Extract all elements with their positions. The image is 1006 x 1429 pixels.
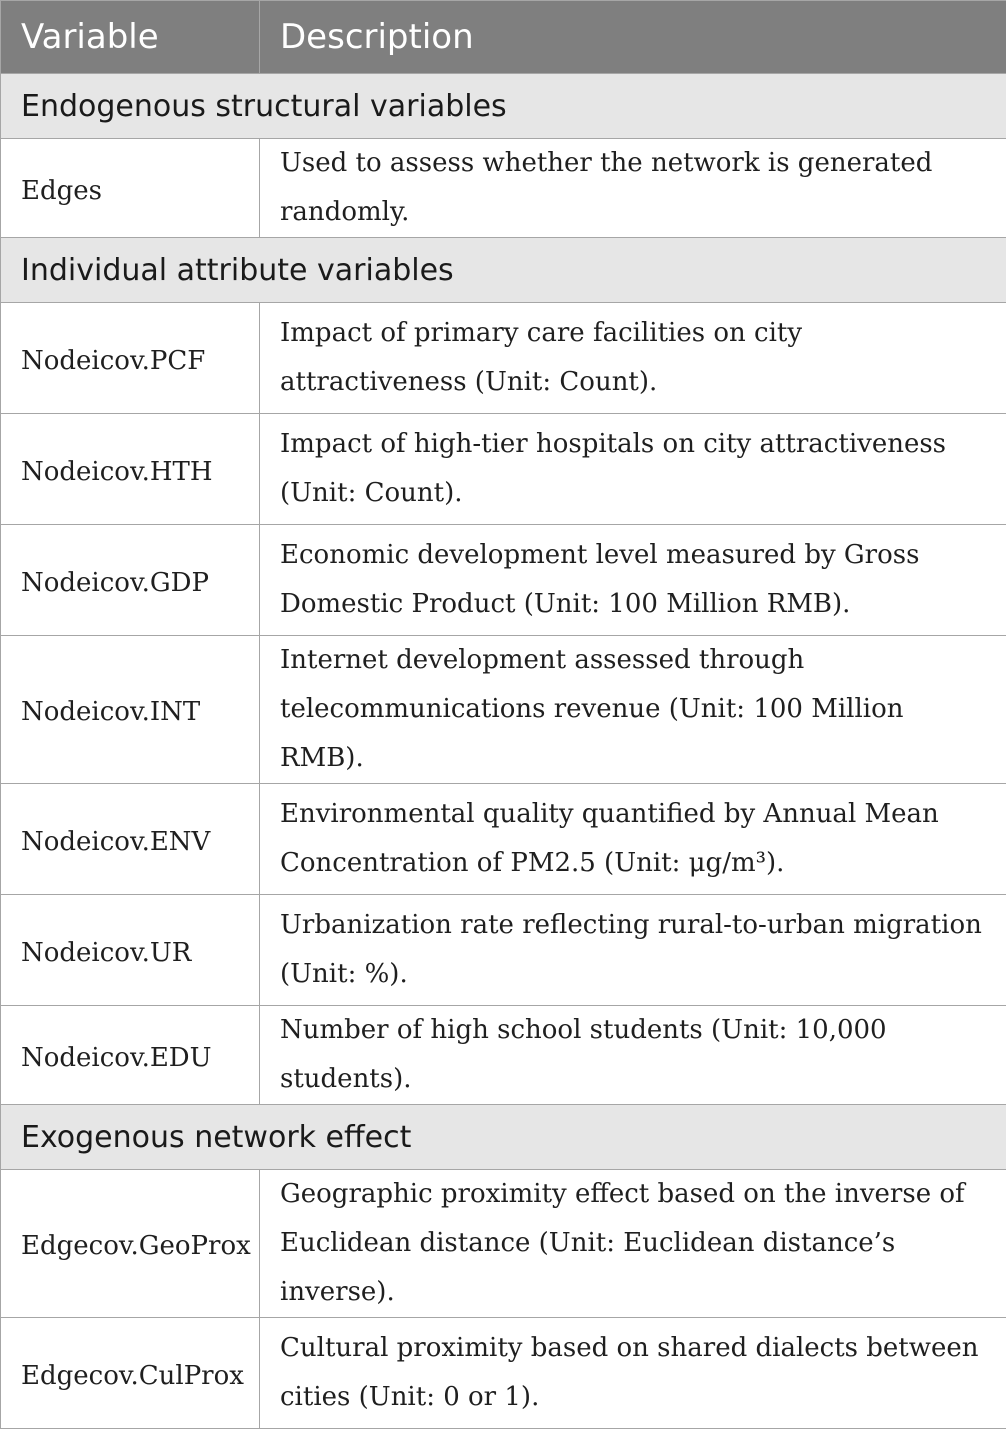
description-cell: Internet development assessed through telecommunications revenue (Unit: 100 Million RMB).: [260, 636, 1006, 784]
description-cell: Impact of high-tier hospitals on city attractiveness (Unit: Count).: [260, 414, 1006, 525]
variable-cell: Nodeicov.EDU: [1, 1006, 260, 1105]
table-row: [1, 784, 1006, 895]
section-header-row: [1, 238, 1006, 303]
table-row: [1, 139, 1006, 238]
header-description: Description: [260, 1, 1006, 74]
table-header-row: [1, 1, 1006, 74]
variable-cell: Nodeicov.UR: [1, 895, 260, 1006]
description-cell: Economic development level measured by Gross Domestic Product (Unit: 100 Million RMB).: [260, 525, 1006, 636]
section-header-row: [1, 74, 1006, 139]
table-row: [1, 414, 1006, 525]
table-row: [1, 895, 1006, 1006]
variable-cell: Nodeicov.GDP: [1, 525, 260, 636]
section-title: Exogenous network effect: [1, 1105, 1006, 1170]
variable-cell: Nodeicov.HTH: [1, 414, 260, 525]
section-title: Endogenous structural variables: [1, 74, 1006, 139]
variable-cell: Nodeicov.ENV: [1, 784, 260, 895]
table-row: [1, 525, 1006, 636]
description-cell: Environmental quality quantified by Annual Mean Concentration of PM2.5 (Unit: μg/m³).: [260, 784, 1006, 895]
variable-cell: Nodeicov.INT: [1, 636, 260, 784]
variable-cell: Edges: [1, 139, 260, 238]
section-title: Individual attribute variables: [1, 238, 1006, 303]
table-row: [1, 303, 1006, 414]
variable-cell: Nodeicov.PCF: [1, 303, 260, 414]
section-header-row: [1, 1105, 1006, 1170]
description-cell: Number of high school students (Unit: 10,000 students).: [260, 1006, 1006, 1105]
table-row: [1, 1006, 1006, 1105]
description-cell: Urbanization rate reflecting rural-to-urban migration (Unit: %).: [260, 895, 1006, 1006]
variable-cell: Edgecov.CulProx: [1, 1318, 260, 1429]
table-row: [1, 636, 1006, 784]
description-cell: Geographic proximity effect based on the inverse of Euclidean distance (Unit: Euclidean distance’s inverse).: [260, 1170, 1006, 1318]
description-cell: Used to assess whether the network is generated randomly.: [260, 139, 1006, 238]
description-cell: Impact of primary care facilities on city attractiveness (Unit: Count).: [260, 303, 1006, 414]
variable-cell: Edgecov.GeoProx: [1, 1170, 260, 1318]
description-cell: Cultural proximity based on shared dialects between cities (Unit: 0 or 1).: [260, 1318, 1006, 1429]
table-row: [1, 1170, 1006, 1318]
table-row: [1, 1318, 1006, 1429]
header-variable: Variable: [1, 1, 260, 74]
